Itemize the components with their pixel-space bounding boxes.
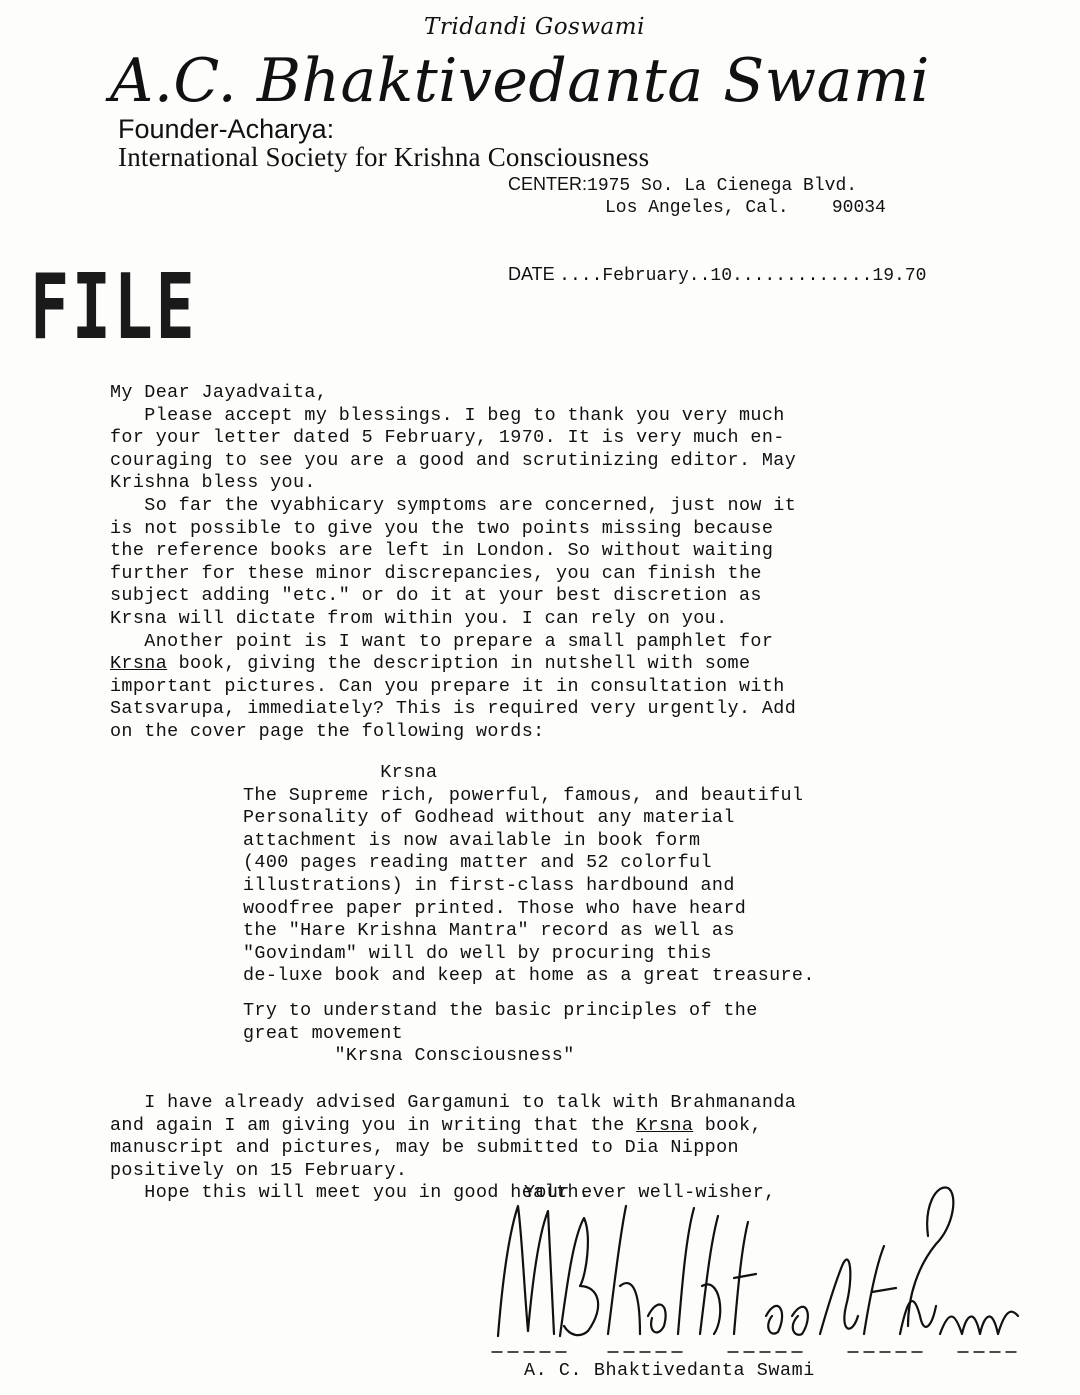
closing-line: Hope this will meet you in good health.: [110, 1182, 591, 1204]
try-line: "Krsna Consciousness": [243, 1045, 575, 1067]
quote-line: woodfree paper printed. Those who have heard: [243, 897, 747, 919]
letterhead-society: International Society for Krishna Consciousness: [118, 142, 650, 172]
paragraph-3-line: Satsvarupa, immediately? This is required very urgently. Add: [110, 698, 797, 720]
cover-text-quote: [243, 762, 815, 988]
salutation: My Dear Jayadvaita,: [110, 382, 328, 403]
letterhead-center: [508, 174, 857, 196]
paragraph-1-line: Please accept my blessings. I beg to thank you very much: [110, 404, 785, 426]
quote-line: Personality of Godhead without any material: [243, 807, 735, 829]
closing-line: positively on 15 February.: [110, 1159, 408, 1181]
center-address: 1975 So. La Cienega Blvd.: [587, 176, 858, 196]
paragraph-2-line: So far the vyabhicary symptoms are concerned, just now it: [110, 494, 797, 516]
closing-line-part: book,: [693, 1114, 762, 1136]
letterhead-title: Tridandi Goswami: [424, 14, 645, 40]
paragraph-3-line: important pictures. Can you prepare it in consultation with: [110, 675, 785, 697]
paragraph-2-line: Krsna will dictate from within you. I can rely on you.: [110, 607, 728, 629]
center-label: CENTER:: [508, 174, 588, 194]
quote-line: illustrations) in first-class hardbound and: [243, 874, 735, 896]
krsna-underlined: Krsna: [636, 1114, 694, 1136]
try-line: Try to understand the basic principles of the: [243, 1000, 758, 1021]
quote-line: "Govindam" will do well by procuring this: [243, 942, 712, 964]
paragraph-3-line: [110, 653, 796, 676]
closing-line: manuscript and pictures, may be submitted to Dia Nippon: [110, 1137, 739, 1159]
signoff: Your ever well-wisher,: [524, 1182, 776, 1203]
quote-line: The Supreme rich, powerful, famous, and beautiful: [243, 784, 804, 806]
krsna-underlined: Krsna: [110, 653, 168, 675]
paragraph-1-line: for your letter dated 5 February, 1970. It is very much en-: [110, 427, 785, 449]
quote-heading: Krsna: [243, 762, 438, 783]
closing-line: [110, 1115, 796, 1138]
try-line: great movement: [243, 1022, 404, 1044]
file-stamp: FILE: [30, 255, 198, 360]
paragraph-1-line: couraging to see you are a good and scrutinizing editor. May: [110, 449, 797, 471]
paragraph-2-line: subject adding "etc." or do it at your best discretion as: [110, 585, 762, 607]
paragraph-2-line: the reference books are left in London. So without waiting: [110, 540, 774, 562]
quote-line: de-luxe book and keep at home as a great treasure.: [243, 965, 815, 987]
date-value: ....February..10.............19.70: [559, 266, 927, 286]
printed-name: A. C. Bhaktivedanta Swami: [524, 1360, 815, 1381]
paragraph-2-line: is not possible to give you the two points missing because: [110, 517, 774, 539]
letterhead-founder: Founder-Acharya:: [118, 114, 335, 144]
quote-line: attachment is now available in book form: [243, 829, 701, 851]
closing-line-part: and again I am giving you in writing that the: [110, 1114, 637, 1136]
quote-line: the "Hare Krishna Mantra" record as well as: [243, 920, 735, 942]
paragraph-2-line: further for these minor discrepancies, you can finish the: [110, 562, 762, 584]
letter-body: [110, 382, 796, 744]
paragraph-3-line: Another point is I want to prepare a small pamphlet for: [110, 630, 774, 652]
closing-line: I have already advised Gargamuni to talk with Brahmananda: [110, 1092, 797, 1113]
quote-line: (400 pages reading matter and 52 colorful: [243, 852, 712, 874]
date-label: DATE: [508, 264, 555, 284]
paragraph-3-line: on the cover page the following words:: [110, 720, 545, 742]
letterhead-city: Los Angeles, Cal. 90034: [605, 198, 886, 218]
letterhead-name: A.C. Bhaktivedanta Swami: [110, 46, 930, 116]
handwritten-signature: [488, 1166, 1028, 1356]
date-line: [508, 264, 926, 286]
try-to-understand: [243, 1000, 758, 1068]
paragraph-1-line: Krishna bless you.: [110, 472, 316, 494]
paragraph-3-line-rest: book, giving the description in nutshell with some: [167, 653, 751, 675]
